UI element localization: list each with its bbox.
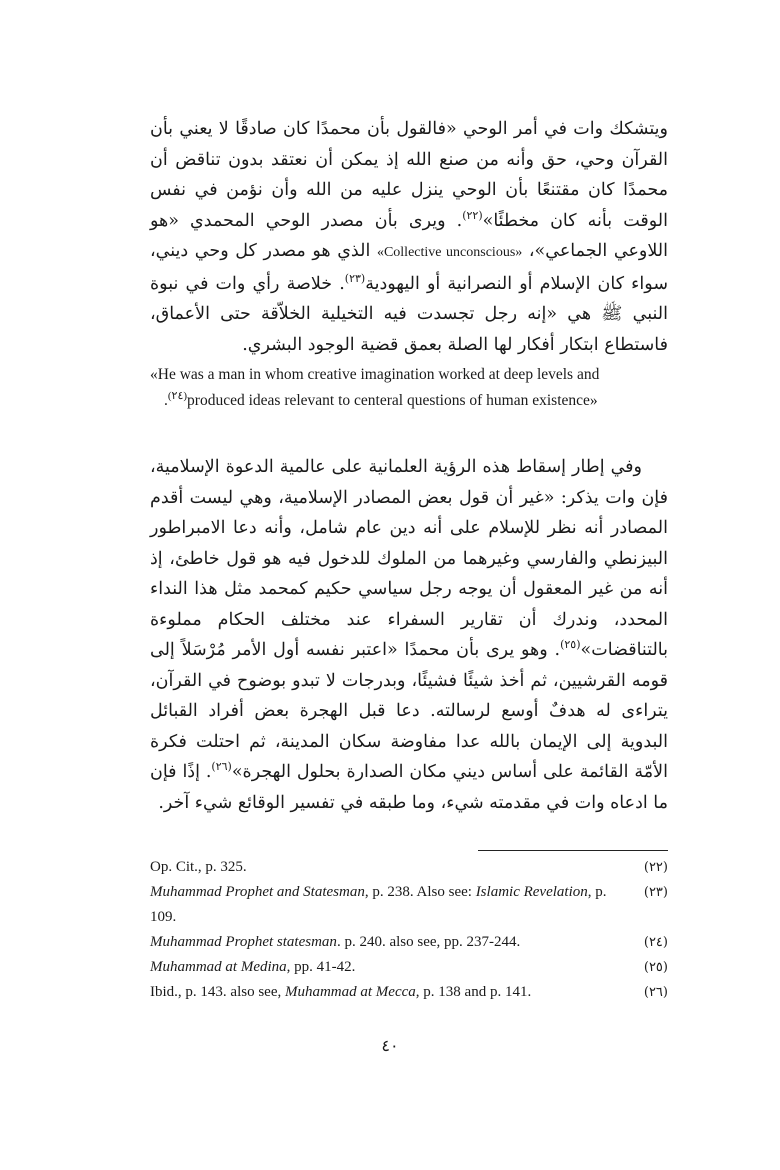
footnote-25-title: Muhammad at Medina [150,959,287,975]
english-quote-line-2: produced ideas relevant to centeral questions of human existence» [187,392,598,409]
footnote-24 [150,930,668,955]
footnote-23-title-2: Islamic Revelation [475,884,588,900]
footnote-ref-25[interactable]: (٢٥) [560,638,581,652]
footnote-ref-24[interactable]: (٢٤) [167,389,188,402]
footnote-26-title: Muhammad at Mecca [284,984,416,1000]
paragraph-1 [150,114,668,360]
footnote-25 [150,955,668,980]
footnote-ref-22[interactable]: (٢٢) [462,208,483,222]
footnote-26-pre: Ibid., p. 143. also see, [150,984,285,1000]
footnote-number: (٢٦) [643,985,668,1000]
paragraph-1-text-a: ويتشكك وات في أمر الوحي «فالقول بأن محمدًا كان صادقًا لا يعني بأن القرآن وحي، حق وأنه من صنع الله إذ يمكن أن نعتقد بدون تناقض أن محمدًا كان مقتنعًا بأن الوحي ينزل عليه من الله وأن نؤمن في نفس الوقت بأنه كان مخطئًا» [150,119,668,231]
footnote-23-text-2: , p. 109. [150,884,607,925]
footnote-24-text: . p. 240. also see, pp. 237-244. [336,934,521,950]
footnotes [150,855,668,1005]
footnote-text [150,880,622,930]
footnote-text [150,855,622,880]
paragraph-2 [150,452,668,818]
paragraph-1-text-d: . خلاصة رأي وات في نبوة النبي ﷺ هي «إنه رجل تجسدت فيه التخيلية الخلاّقة حتى الأعماق، فاستطاع ابتكار أفكار لها الصلة بعمق قضية الوجود البشري. [150,273,668,355]
footnote-22 [150,855,668,880]
paragraph-2-text-a: وفي إطار إسقاط هذه الرؤية العلمانية على عالمية الدعوة الإسلامية، فإن وات يذكر: «غير أن قول بعض المصادر الإسلامية، وهي ليست أقدم المصادر أنه نظر للإسلام على أنه دين عام شامل، وأنه دعا الامبراطور البيزنطي والفارسي وغيرهما من الملوك للدخول فيه هو قول خاطئ، إذ أنه من غير المعقول أن يوجه رجل سياسي حكيم كمحمد مثل هذا النداء المحدد، وندرك أن تقارير السفراء عند مختلف الحكام مملوءة بالتناقضات» [150,457,668,660]
english-quote-line-1: «He was a man in whom creative imagination worked at deep levels and [150,366,600,383]
english-quote-period: . [164,392,168,409]
footnote-divider [478,850,668,851]
footnote-number: (٢٢) [643,860,668,875]
footnote-number: (٢٣) [643,885,668,900]
paragraph-1-text-b: . ويرى بأن مصدر الوحي المحمدي «هو اللاوعي الجماعي»، [150,210,668,261]
page-number: ٤٠ [381,1036,399,1055]
footnote-number: (٢٤) [643,935,668,950]
footnote-ref-23[interactable]: (٢٣) [344,271,366,285]
paragraph-2-text-b: . وهو يرى بأن محمدًا «اعتبر نفسه أول الأمر مُرْسَلاً إلى قومه القرشيين، ثم أخذ شيئًا فشيئًا، وبدرجات لا تبدو بوضوح في القرآن، يتراءى له هدفٌ أوسع لرسالته. دعا قبل الهجرة بعض أفراد القبائل البدوية إلى الإيمان بالله عدا مفاوضة سكان المدينة، ثم احتلت فكرة الأمّة القائمة على أساس ديني مكان الصدارة بحلول الهجرة» [150,640,668,782]
footnote-22-text: Op. Cit., p. 325. [150,859,247,875]
footnote-23-text: , p. 238. Also see: [364,884,476,900]
footnote-25-text: , pp. 41-42. [286,959,356,975]
english-quote [150,362,668,414]
paragraph-1-text-c: الذي هو مصدر كل وحي ديني، سواء كان الإسلام أو النصرانية أو اليهودية [150,241,668,294]
latin-term: «Collective unconscious» [376,245,523,260]
footnote-24-title: Muhammad Prophet statesman [150,934,337,950]
footnote-23 [150,880,668,930]
paragraph-2-text-c: . إذًا فإن ما ادعاه وات في مقدمته شيء، وما طبقه في تفسير الوقائع شيء آخر. [150,762,668,813]
footnote-text [150,955,622,980]
english-quote-line-2-wrap [150,388,668,414]
footnote-text [150,980,622,1005]
footnote-ref-26[interactable]: (٢٦) [211,760,232,774]
footnote-number: (٢٥) [643,960,668,975]
footnote-26 [150,980,668,1005]
footnote-26-text: , p. 138 and p. 141. [415,984,532,1000]
footnote-23-title: Muhammad Prophet and Statesman [150,884,365,900]
footnote-text [150,930,622,955]
